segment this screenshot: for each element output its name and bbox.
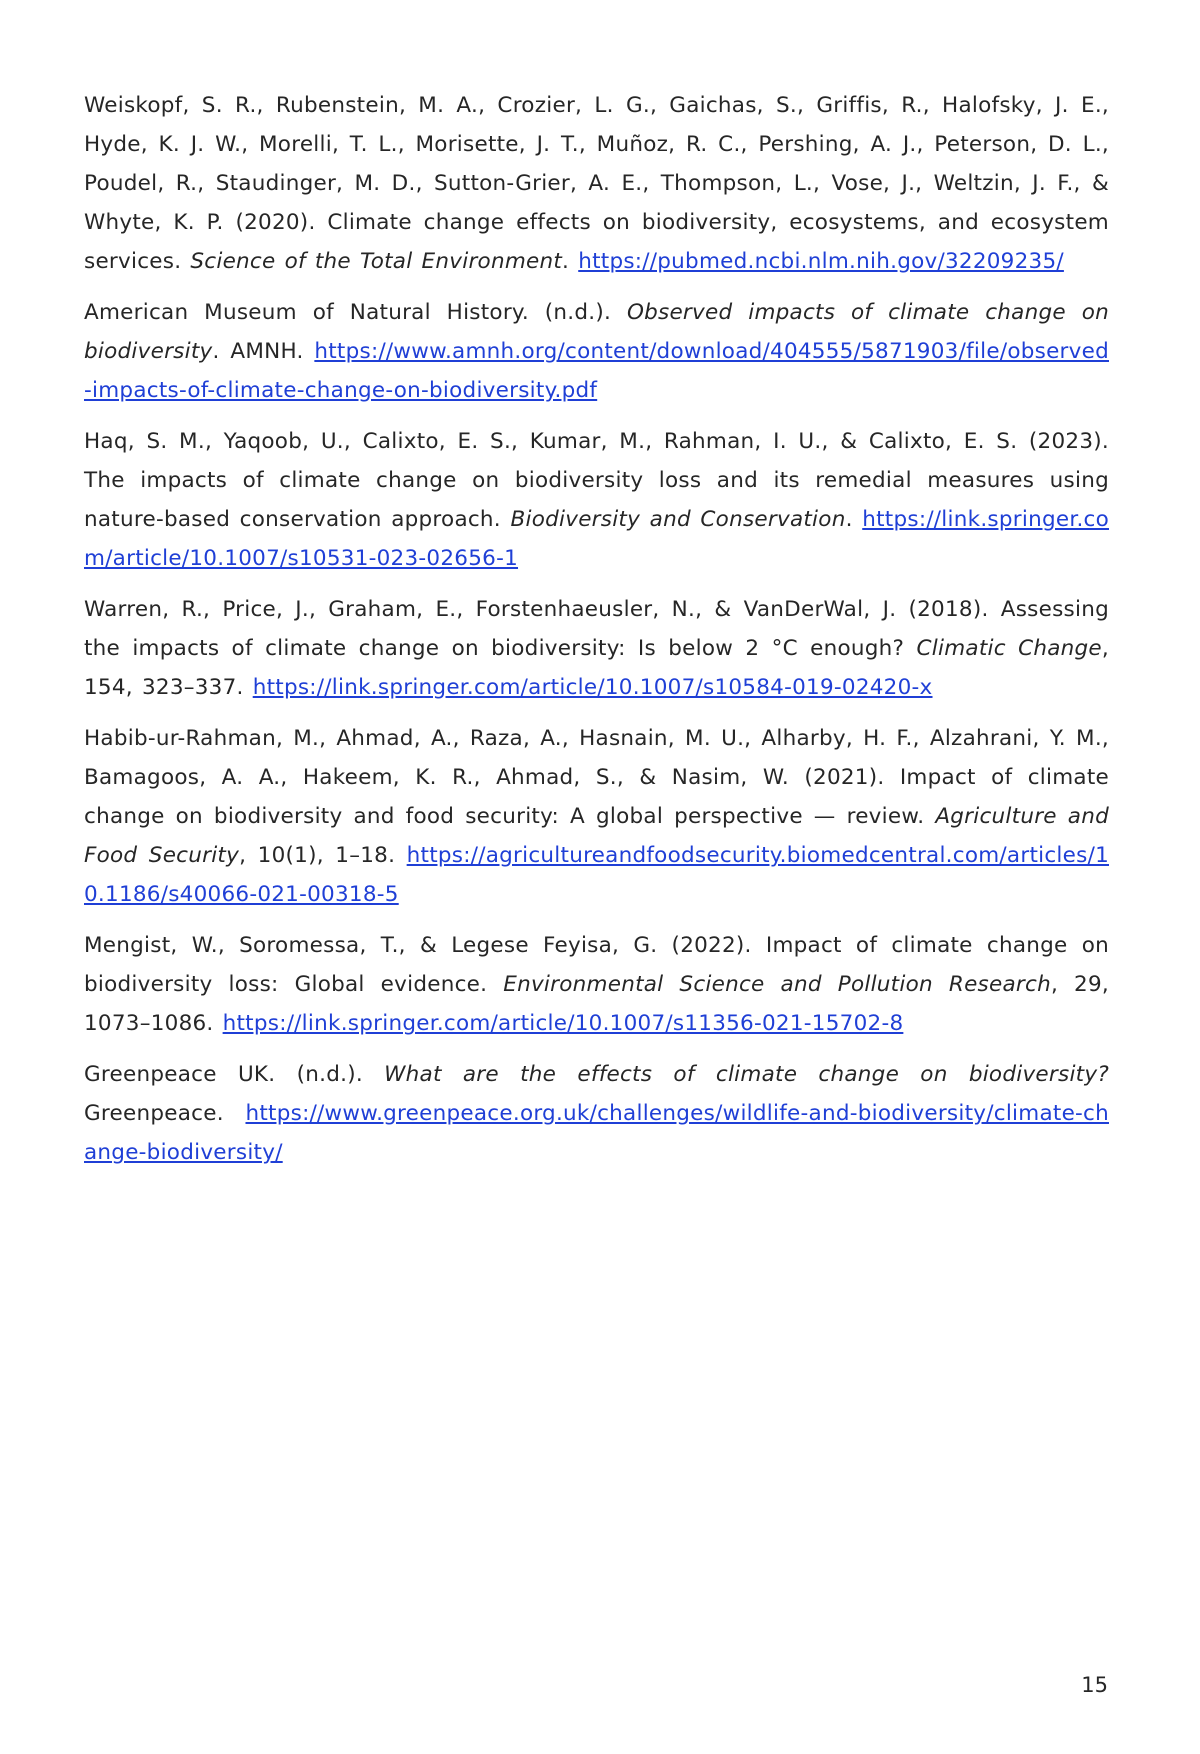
reference-authors-title: Habib-ur-Rahman, M., Ahmad, A., Raza, A., Hasnain, M. U., Alharby, H. F., Alzahrani, Y. M., Bamagoos, A. A., Hakeem, K. R., Ahmad, S., & Nasim, W. (2021). Impact of climate change on biodiversity and food security: A global perspective — review. xyxy=(84,726,1109,829)
reference-source: What are the effects of climate change on biodiversity? xyxy=(384,1062,1109,1087)
page-number: 15 xyxy=(1081,1673,1108,1697)
reference-authors-title: American Museum of Natural History. (n.d.). xyxy=(84,300,627,325)
reference-authors-title: Haq, S. M., Yaqoob, U., Calixto, E. S., Kumar, M., Rahman, I. U., & Calixto, E. S. (2023). The impacts of climate change on biodiversity loss and its remedial measures using nature-based conservation approach. xyxy=(84,429,1109,532)
reference-source: Biodiversity and Conservation xyxy=(510,507,846,532)
reference-details: , 154, 323–337. xyxy=(84,636,1110,700)
reference-source: Climatic Change xyxy=(916,636,1102,661)
reference-authors-title: Weiskopf, S. R., Rubenstein, M. A., Crozier, L. G., Gaichas, S., Griffis, R., Halofsky, J. E., Hyde, K. J. W., Morelli, T. L., Morisette, J. T., Muñoz, R. C., Pershing, A. J., Peterson, D. L., Poudel, R., Staudinger, M. D., Sutton-Grier, A. E., Thompson, L., Vose, J., Weltzin, J. F., & Whyte, K. P. (2020). Climate change effects on biodiversity, ecosystems, and ecosystem services. xyxy=(84,93,1109,274)
reference-entry xyxy=(84,86,1109,281)
reference-source: Science of the Total Environment xyxy=(190,249,563,274)
reference-entry xyxy=(84,293,1109,410)
reference-authors-title: Warren, R., Price, J., Graham, E., Forstenhaeusler, N., & VanDerWal, J. (2018). Assessing the impacts of climate change on biodiversity: Is below 2 °C enough? xyxy=(84,597,1109,661)
reference-authors-title: Mengist, W., Soromessa, T., & Legese Feyisa, G. (2022). Impact of climate change on biodiversity loss: Global evidence. xyxy=(84,933,1109,997)
reference-link[interactable]: https://pubmed.ncbi.nlm.nih.gov/32209235/ xyxy=(578,249,1064,274)
reference-details: , 10(1), 1–18. xyxy=(239,843,407,868)
reference-source: Agriculture and Food Security xyxy=(84,804,1109,868)
reference-details: Greenpeace. xyxy=(84,1101,246,1126)
reference-details: , 29, 1073–1086. xyxy=(84,972,1109,1036)
reference-authors-title: Greenpeace UK. (n.d.). xyxy=(84,1062,385,1087)
reference-details: . xyxy=(562,249,579,274)
reference-link[interactable]: https://link.springer.com/article/10.1007/s10584-019-02420-x xyxy=(252,675,933,700)
reference-entry xyxy=(84,590,1109,707)
reference-entry xyxy=(84,926,1109,1043)
reference-link[interactable]: https://link.springer.com/article/10.1007/s10531-023-02656-1 xyxy=(84,507,1109,571)
reference-entry xyxy=(84,1055,1109,1172)
reference-details: . xyxy=(845,507,863,532)
reference-entry xyxy=(84,422,1109,578)
reference-source: Environmental Science and Pollution Research xyxy=(503,972,1051,997)
reference-source: Observed impacts of climate change on biodiversity xyxy=(84,300,1109,364)
reference-list xyxy=(84,86,1109,1184)
reference-details: . AMNH. xyxy=(212,339,315,364)
reference-entry xyxy=(84,719,1109,914)
reference-link[interactable]: https://agricultureandfoodsecurity.biomedcentral.com/articles/10.1186/s40066-021-00318-5 xyxy=(84,843,1109,907)
reference-link[interactable]: https://www.greenpeace.org.uk/challenges/wildlife-and-biodiversity/climate-change-biodiversity/ xyxy=(84,1101,1109,1165)
reference-link[interactable]: https://link.springer.com/article/10.1007/s11356-021-15702-8 xyxy=(222,1011,904,1036)
reference-link[interactable]: https://www.amnh.org/content/download/404555/5871903/file/observed-impacts-of-climate-change-on-biodiversity.pdf xyxy=(84,339,1109,403)
